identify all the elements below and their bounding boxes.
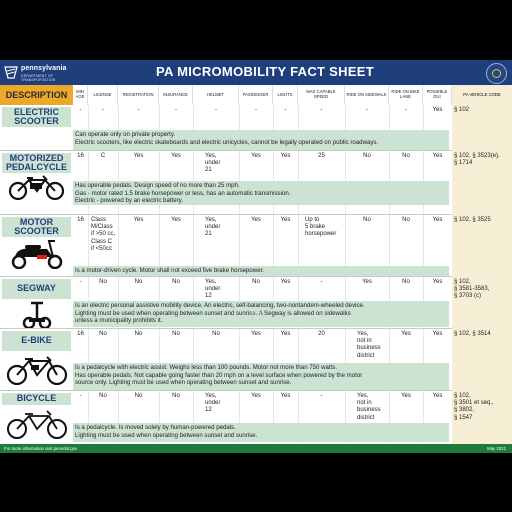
min-age-cell: - <box>79 393 82 399</box>
sidewalk-cell: Yes <box>362 279 372 285</box>
registration-cell: Yes <box>133 153 144 159</box>
helmet-header: HELMET <box>193 85 239 105</box>
watermark-icon <box>251 311 262 322</box>
row-note: Is a pedalcycle. Is moved solely by human-powered pedals. Lighting must be used when operating between sunset and sunrise. <box>73 423 449 442</box>
dui-cell: Yes <box>432 217 443 223</box>
row-note: Can operate only on private property. Electric scooters, like electric skateboards and electric unicycles, cannot be legally operated on public roadways. <box>73 130 449 150</box>
passenger-cell: Yes <box>251 217 261 223</box>
passenger-cell: No <box>252 279 260 285</box>
footer-bar <box>0 444 512 453</box>
pa-code: § 102, § 3501 et seq., § 3802, § 1547 <box>454 393 494 421</box>
fact-sheet <box>0 60 512 453</box>
motor-scooter-icon <box>4 239 70 269</box>
lights-cell: Yes <box>280 217 291 223</box>
license-cell: C <box>100 153 106 159</box>
max-speed-cell: - <box>320 279 323 285</box>
lights-cell: Yes <box>280 331 291 337</box>
min-age-cell: - <box>79 279 82 285</box>
row-label: E-BIKE <box>2 331 71 351</box>
bike-lane-cell: No <box>402 279 410 285</box>
bike-lane-cell: No <box>402 153 410 159</box>
helmet-cell: - <box>215 107 217 113</box>
lights-cell: Yes <box>280 153 291 159</box>
pa-code: § 102, § 3523(e), § 1714 <box>454 153 500 167</box>
helmet-cell: Yes, under 21 <box>205 153 221 174</box>
max-speed-cell: Up to 5 brake horsepower <box>305 217 337 238</box>
max-speed-cell: - <box>320 393 323 399</box>
bicycle-icon <box>4 410 70 440</box>
bike-lane-cell: No <box>402 217 410 223</box>
row-note: Is a pedalcycle with electric assist. Weighs less than 100 pounds. Motor not more than 750 watts. Has operable pedals. Not capable going faster than 20 mph on a level surface when powered by the motor source only. Lighting must be used when operating between sunset and sunrise. <box>73 363 449 390</box>
page-title: PA MICROMOBILITY FACT SHEET <box>155 64 375 79</box>
row-label: SEGWAY <box>2 279 71 299</box>
footer-date: May 2021 <box>487 446 506 451</box>
min-age-cell: 16 <box>77 153 84 159</box>
footer-info-link[interactable]: For more information visit penndot.gov <box>4 446 78 451</box>
passenger-cell: Yes <box>251 393 261 399</box>
helmet-cell: Yes, under 12 <box>205 393 221 414</box>
min-age-cell: - <box>79 107 82 113</box>
registration-cell: - <box>137 107 140 113</box>
insurance-header: INSURANCE <box>159 85 193 105</box>
sidewalk-cell: - <box>366 107 368 113</box>
sidewalk-cell: No <box>363 217 371 223</box>
state-seal-icon <box>486 63 507 84</box>
max-speed-cell: - <box>320 107 323 113</box>
insurance-cell: Yes <box>171 217 181 223</box>
lights-header: LIGHTS <box>273 85 298 105</box>
row-note: Has operable pedals. Design speed of no more than 25 mph. Gas - motor rated 1.5 brake horsepower or less, has an automatic transmission. Electric - powered by an electric battery. <box>73 181 449 205</box>
pa-code: § 102, § 3525 <box>454 217 491 223</box>
registration-cell: No <box>134 279 143 285</box>
lights-cell: Yes <box>280 279 291 285</box>
table-row-bicycle <box>0 391 512 444</box>
registration-cell: No <box>134 331 143 337</box>
helmet-cell: Yes, under 12 <box>205 279 221 300</box>
row-note: Is an electric personal assistive mobility device. An electric, self-balancing, two-nontandem-wheeled device. Lighting must be used when operating between sunset and sunrise. A Segway is allowed on sidewalks unless a municipality prohibits it. <box>73 301 449 327</box>
table-row-e-bike <box>0 329 512 391</box>
registration-header: REGISTRATION <box>118 85 159 105</box>
pa-code-cell <box>452 391 512 444</box>
dui-cell: Yes <box>432 393 443 399</box>
dui-cell: Yes <box>432 279 443 285</box>
min-age-header: MIN AGE <box>73 85 88 105</box>
passenger-cell: Yes <box>251 153 261 159</box>
row-label: MOTOR SCOOTER <box>2 217 71 237</box>
motorized-pedalcycle-icon <box>4 174 70 200</box>
table-header <box>0 85 512 105</box>
min-age-cell: 16 <box>77 217 84 223</box>
sidewalk-cell: Yes, not in business district <box>357 393 381 421</box>
max-speed-cell: 20 <box>318 331 325 337</box>
passenger-cell: - <box>255 107 257 113</box>
license-cell: No <box>99 279 107 285</box>
dui-cell: Yes <box>432 331 443 337</box>
table-row-motorized-pedalcycle <box>0 151 512 215</box>
passenger-cell: Yes <box>251 331 261 337</box>
max-speed-header: MAX CAPABLE SPEED <box>298 85 345 105</box>
dui-header: POSSIBLE DUI <box>423 85 452 105</box>
lights-cell: - <box>284 107 287 113</box>
sidewalk-header: RIDE ON SIDEWALK <box>345 85 389 105</box>
pa-code: § 102, § 3514 <box>454 331 491 337</box>
license-cell: No <box>99 331 107 337</box>
license-cell: No <box>99 393 107 399</box>
bike-lane-cell: Yes <box>401 331 411 337</box>
helmet-cell: No <box>212 331 220 337</box>
registration-cell: No <box>134 393 143 399</box>
pa-vehicle-code-header: PA VEHICLE CODE <box>452 85 512 105</box>
pa-code-cell <box>452 329 512 391</box>
bike-lane-header: RIDE ON BIKE LANE <box>389 85 423 105</box>
row-note: Is a motor-driven cycle. Motor shall not exceed five brake horsepower. <box>73 266 449 276</box>
logo-subtext: DEPARTMENT OF TRANSPORTATION <box>21 74 56 82</box>
registration-cell: Yes <box>133 217 144 223</box>
bike-lane-cell: - <box>405 107 407 113</box>
max-speed-cell: 25 <box>318 153 325 159</box>
row-label: MOTORIZED PEDALCYCLE <box>2 153 71 173</box>
license-header: LICENSE <box>88 85 118 105</box>
sidewalk-cell: No <box>363 153 371 159</box>
insurance-cell: No <box>172 331 180 337</box>
dui-cell: Yes <box>432 153 443 159</box>
pa-code: § 102 <box>454 107 470 113</box>
pa-code-cell <box>452 105 512 151</box>
pa-code: § 102, § 3581-3583, § 3703 (c) <box>454 279 490 300</box>
row-label: BICYCLE <box>2 393 71 405</box>
dui-cell: Yes <box>432 107 443 113</box>
insurance-cell: No <box>172 279 180 285</box>
logo-text: pennsylvania <box>21 65 67 72</box>
license-cell: Class M/Class if >50 cc, Class C if <50cc <box>91 217 116 252</box>
e-bike-icon <box>4 355 70 385</box>
bike-lane-cell: Yes <box>401 393 411 399</box>
pa-code-cell <box>452 277 512 329</box>
sidewalk-cell: Yes, not in business district <box>357 331 381 359</box>
table-row-electric-scooter <box>0 105 512 151</box>
insurance-cell: No <box>172 393 180 399</box>
helmet-cell: Yes, under 21 <box>205 217 221 238</box>
min-age-cell: 16 <box>77 331 84 337</box>
license-cell: - <box>102 107 104 113</box>
description-column-header: DESCRIPTION <box>0 85 73 105</box>
insurance-cell: - <box>175 107 177 113</box>
pa-code-cell <box>452 151 512 215</box>
row-label: ELECTRIC SCOOTER <box>2 107 71 127</box>
passenger-header: PASSENGER <box>239 85 273 105</box>
segway-icon <box>4 301 70 329</box>
lights-cell: Yes <box>280 393 291 399</box>
pa-code-cell <box>452 215 512 277</box>
table-row-motor-scooter <box>0 215 512 277</box>
title-banner <box>0 60 512 85</box>
insurance-cell: Yes <box>171 153 181 159</box>
